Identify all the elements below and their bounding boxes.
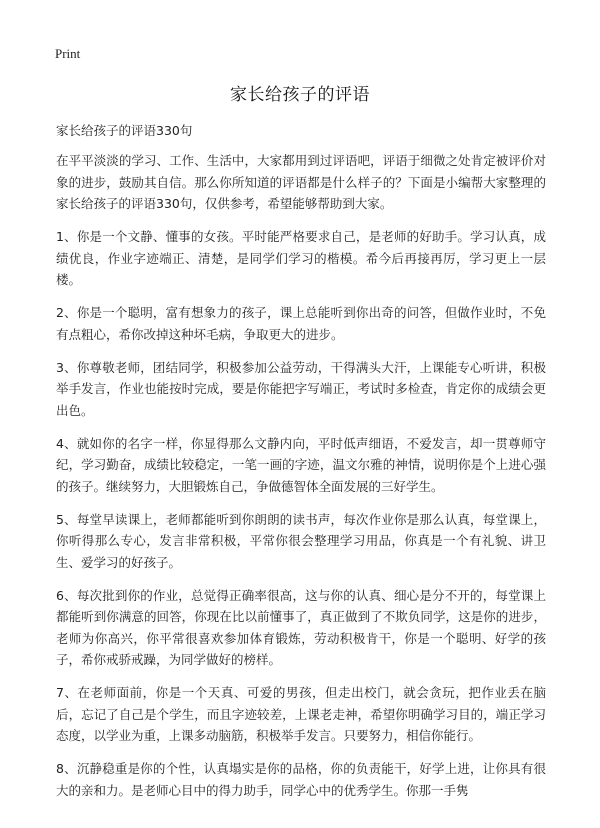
page-title: 家长给孩子的评语 (230, 85, 370, 105)
comment-paragraph-4: 4、就如你的名字一样，你显得那么文静内向，平时低声细语，不爱发言，却一贯尊师守纪，学习勤奋，成绩比较稳定，一笔一画的字迹，温文尔雅的神情，说明你是个上进心强的孩子。继续努力，大胆锻炼自己，争做德智体全面发展的三好学生。 (56, 435, 546, 494)
comment-paragraph-5: 5、每堂早读课上，老师都能听到你朗朗的读书声，每次作业你是那么认真，每堂课上，你听得那么专心，发言非常积极，平常你很会整理学习用品，你真是一个有礼貌、讲卫生、爱学习的好孩子。 (56, 511, 546, 570)
comment-paragraph-2: 2、你是一个聪明，富有想象力的孩子，课上总能听到你出奇的问答，但做作业时，不免有点粗心，希你改掉这种坏毛病，争取更大的进步。 (56, 305, 546, 342)
print-link[interactable]: Print (55, 46, 81, 61)
comment-paragraph-8: 8、沉静稳重是你的个性，认真塌实是你的品格，你的负责能干，好学上进，让你具有很大的亲和力。是老师心目中的得力助手，同学心中的优秀学生。你那一手隽 (56, 761, 546, 798)
comment-paragraph-7: 7、在老师面前，你是一个天真、可爱的男孩，但走出校门，就会贪玩，把作业丢在脑后，忘记了自己是个学生，而且字迹较差，上课老走神，希望你明确学习目的，端正学习态度，以学业为重，上课多动脑筋，积极举手发言。只要努力，相信你能行。 (56, 685, 546, 743)
subtitle: 家长给孩子的评语330句 (56, 123, 193, 138)
article-body (56, 150, 546, 813)
comment-paragraph-6: 6、每次批到你的作业，总觉得正确率很高，这与你的认真、细心是分不开的，每堂课上都能听到你满意的回答，你现在比以前懂事了，真正做到了不欺负同学，这是你的进步，老师为你高兴，你平常很喜欢参加体育锻炼，劳动积极肯干，你是一个聪明、好学的孩子，希你戒骄戒躁，为同学做好的榜样。 (56, 587, 546, 667)
comment-paragraph-1: 1、你是一个文静、懂事的女孩。平时能严格要求自己，是老师的好助手。学习认真，成绩优良，作业字迹端正、清楚，是同学们学习的楷模。希今后再接再厉，学习更上一层楼。 (56, 229, 546, 287)
comment-paragraph-3: 3、你尊敬老师，团结同学，积极参加公益劳动，干得满头大汗，上课能专心听讲，积极举手发言，作业也能按时完成，要是你能把字写端正，考试时多检查，肯定你的成绩会更出色。 (56, 359, 546, 418)
intro-paragraph: 在平平淡淡的学习、工作、生活中，大家都用到过评语吧，评语于细微之处肯定被评价对象的进步，鼓励其自信。那么你所知道的评语都是什么样子的？下面是小编帮大家整理的家长给孩子的评语330句，仅供参考，希望能够帮助到大家。 (56, 153, 546, 211)
